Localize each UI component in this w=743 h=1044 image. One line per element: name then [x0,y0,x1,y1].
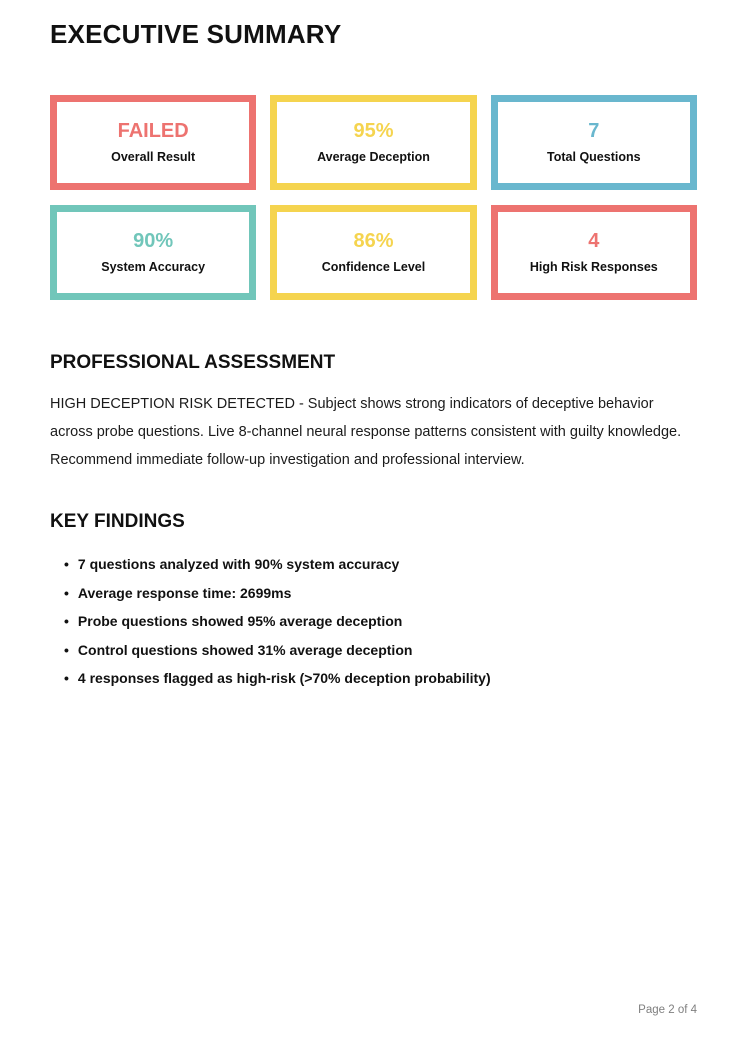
assessment-heading: PROFESSIONAL ASSESSMENT [50,352,336,373]
stat-card [270,205,476,300]
page-number: Page 2 of 4 [638,1004,697,1016]
bullet-icon: • [64,556,69,572]
finding-text: 4 responses flagged as high-risk (>70% deception probability) [77,670,491,686]
stat-card-label: High Risk Responses [529,260,658,275]
finding-text: Probe questions showed 95% average deception [77,613,403,629]
stat-card-value: 95% [353,120,394,143]
key-findings-heading: KEY FINDINGS [50,511,185,532]
finding-text: Control questions showed 31% average deception [77,641,413,658]
finding-text: Average response time: 2699ms [77,584,292,601]
finding-item [64,550,697,579]
summary-stat-cards [50,95,697,300]
stat-card-value: 4 [588,230,600,253]
page-title: EXECUTIVE SUMMARY [50,19,342,49]
key-findings-list [50,550,697,693]
finding-item [64,607,697,636]
finding-item [64,579,697,608]
stat-card-label: Total Questions [547,150,641,165]
professional-assessment-section [50,352,697,474]
stat-card [50,205,256,300]
stat-card-value: 90% [133,230,174,253]
stat-card [50,95,256,190]
finding-item [64,636,697,665]
stat-card-label: Confidence Level [321,260,426,275]
assessment-body-text: HIGH DECEPTION RISK DETECTED - Subject shows strong indicators of deceptive behavior across probe questions. Live 8-channel neural response patterns consistent with guilty knowledge. Recommend immediate follow-up investigation and professional interview. [50,396,682,468]
bullet-icon: • [64,613,69,629]
bullet-icon: • [64,641,69,658]
key-findings-section [50,511,697,693]
finding-text: 7 questions analyzed with 90% system accuracy [77,556,400,572]
finding-item [64,664,697,693]
stat-card-value: 86% [353,230,394,253]
stat-card [270,95,476,190]
stat-card [491,205,697,300]
stat-card [491,95,697,190]
stat-card-label: Average Deception [317,150,430,165]
stat-card-label: Overall Result [111,150,196,165]
stat-card-value: 7 [588,120,600,143]
bullet-icon: • [64,670,69,686]
stat-card-label: System Accuracy [101,260,206,275]
stat-card-value: FAILED [117,120,189,143]
bullet-icon: • [64,584,69,601]
